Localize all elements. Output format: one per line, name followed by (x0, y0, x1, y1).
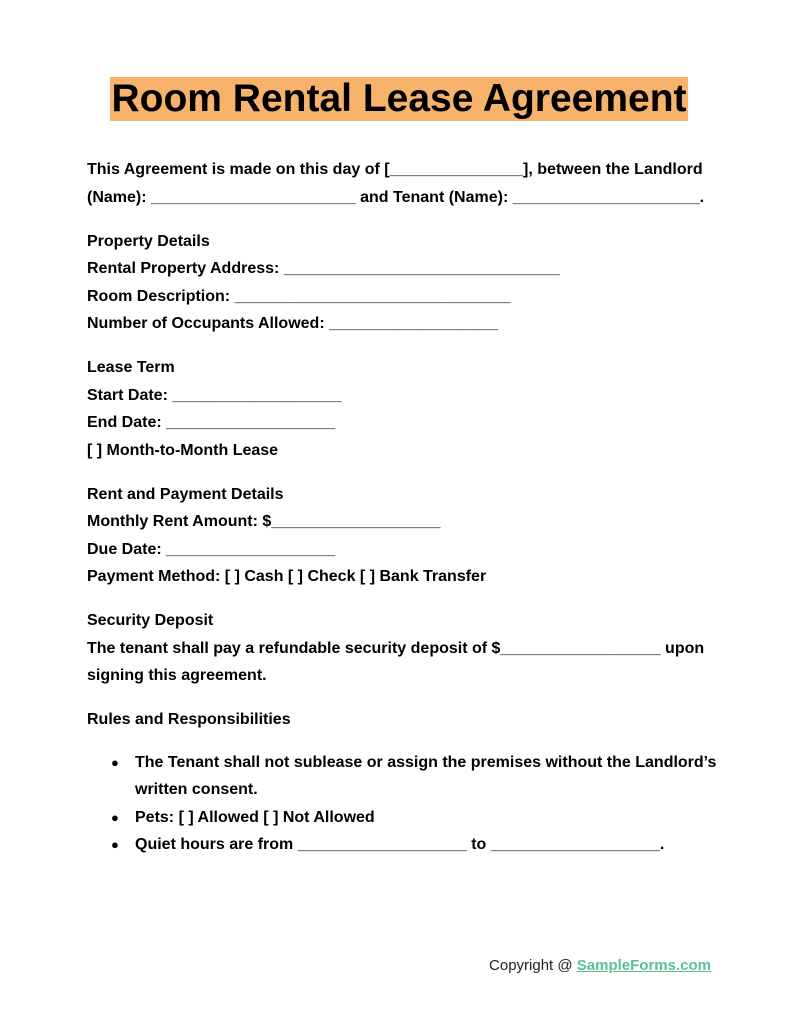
rent-amount-field: Monthly Rent Amount: $___________________ (87, 513, 441, 530)
sampleforms-link[interactable]: SampleForms.com (576, 957, 711, 974)
deposit-section (87, 607, 717, 690)
section-heading: Security Deposit (87, 612, 214, 629)
copyright-text: Copyright @ (489, 957, 577, 974)
intro-paragraph: This Agreement is made on this day of [_______________], between the Landlord (Name): _______________________ and Tenant (Name): _____________________. (87, 161, 705, 206)
room-description-field: Room Description: _______________________________ (87, 287, 511, 305)
month-to-month-checkbox: [ ] Month-to-Month Lease (87, 441, 279, 459)
section-heading: Property Details (87, 232, 210, 250)
section-heading: Rules and Responsibilities (87, 711, 291, 728)
address-field: Rental Property Address: _______________________________ (87, 260, 560, 277)
payment-method-field: Payment Method: [ ] Cash [ ] Check [ ] Bank Transfer (87, 568, 487, 585)
section-heading: Rent and Payment Details (87, 485, 284, 503)
rent-section (87, 481, 717, 591)
occupants-field: Number of Occupants Allowed: ___________________ (87, 315, 499, 332)
start-date-field: Start Date: ___________________ (87, 386, 342, 404)
property-section (87, 228, 717, 338)
document-body (87, 156, 717, 859)
list-item: ● The Tenant shall not sublease or assign the premises without the Landlord’s written consent. (135, 749, 717, 804)
deposit-text: The tenant shall pay a refundable security deposit of $__________________ upon signing this agreement. (87, 639, 705, 684)
lease-section (87, 354, 717, 464)
end-date-field: End Date: ___________________ (87, 414, 336, 431)
list-item: ● Pets: [ ] Allowed [ ] Not Allowed (135, 804, 717, 832)
document-title: Room Rental Lease Agreement (111, 77, 687, 120)
rules-list (87, 749, 717, 859)
section-heading: Lease Term (87, 359, 175, 376)
list-item: ● Quiet hours are from ___________________ to ___________________. (135, 831, 717, 859)
rules-section (87, 706, 717, 859)
copyright-footer (489, 957, 711, 974)
due-date-field: Due Date: ___________________ (87, 540, 336, 558)
